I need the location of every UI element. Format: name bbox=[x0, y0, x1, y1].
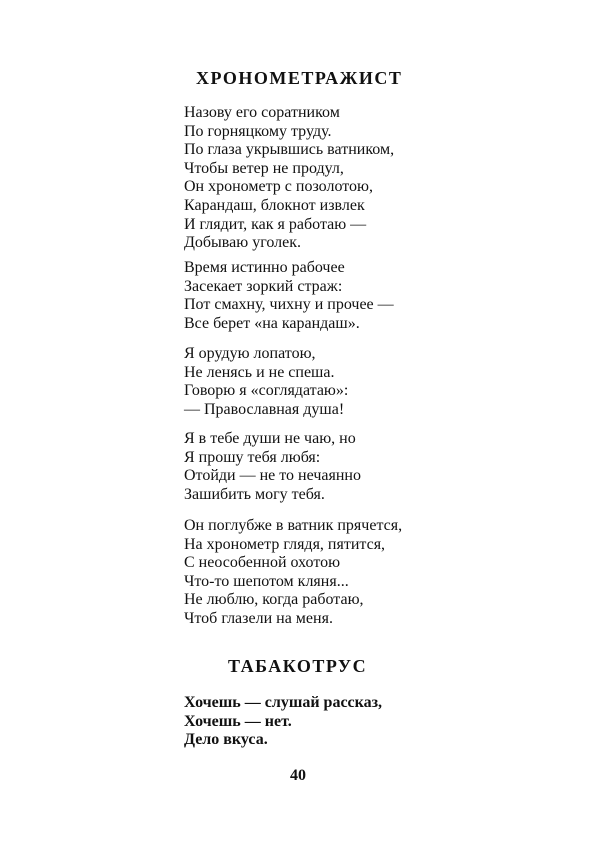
poem-line: Я в тебе души не чаю, но bbox=[184, 430, 356, 447]
stanza bbox=[184, 694, 382, 750]
poem-line: Чтоб глазели на меня. bbox=[184, 609, 333, 627]
stanza bbox=[184, 104, 394, 253]
stanza bbox=[184, 517, 402, 629]
poem-line: Говорю я «соглядатаю»: bbox=[184, 382, 349, 400]
poem-line: Пот смахну, чихну и прочее — bbox=[184, 296, 394, 314]
poem-title: ХРОНОМЕТРАЖИСТ bbox=[196, 68, 403, 88]
poem-line: Чтобы ветер не продул, bbox=[184, 159, 344, 177]
poem-line: По глаза укрывшись ватником, bbox=[184, 141, 395, 159]
poem-line: И глядит, как я работаю — bbox=[184, 215, 367, 233]
stanza bbox=[184, 430, 361, 504]
page-number: 40 bbox=[290, 767, 306, 784]
poem-line: Время истинно рабочее bbox=[184, 259, 345, 276]
poem-line: Зашибить могу тебя. bbox=[184, 485, 325, 503]
poem-line: Хочешь — слушай рассказ, bbox=[184, 694, 383, 711]
poem-line: Он поглубже в ватник прячется, bbox=[184, 517, 403, 534]
poem-line: Что-то шепотом кляня... bbox=[184, 572, 349, 590]
poem-line: Не люблю, когда работаю, bbox=[184, 591, 364, 609]
stanza bbox=[184, 259, 394, 333]
poem-line: По горняцкому труду. bbox=[184, 122, 332, 140]
poem-line: Он хронометр с позолотою, bbox=[184, 178, 373, 196]
poem-line: Хочешь — нет. bbox=[184, 712, 292, 730]
poem-line: Засекает зоркий страж: bbox=[184, 277, 343, 295]
poem-line: Назову его соратником bbox=[184, 104, 340, 121]
poem-line: Карандаш, блокнот извлек bbox=[184, 196, 365, 214]
poem-line: На хронометр глядя, пятится, bbox=[184, 535, 386, 553]
poem-line: С неособенной охотою bbox=[184, 554, 341, 572]
poem-line: Дело вкуса. bbox=[184, 731, 268, 749]
poem-title: ТАБАКОТРУС bbox=[228, 656, 368, 676]
poem-line: Не ленясь и не спеша. bbox=[184, 363, 335, 381]
stanza bbox=[184, 345, 348, 419]
poem-line: Я прошу тебя любя: bbox=[184, 448, 321, 466]
poem-line: Добываю уголек. bbox=[184, 234, 302, 252]
poem-line: — Православная душа! bbox=[184, 400, 345, 418]
poem-line: Я орудую лопатою, bbox=[184, 345, 316, 362]
poem-line: Отойди — не то нечаянно bbox=[184, 467, 361, 485]
poem-line: Все берет «на карандаш». bbox=[184, 314, 360, 332]
